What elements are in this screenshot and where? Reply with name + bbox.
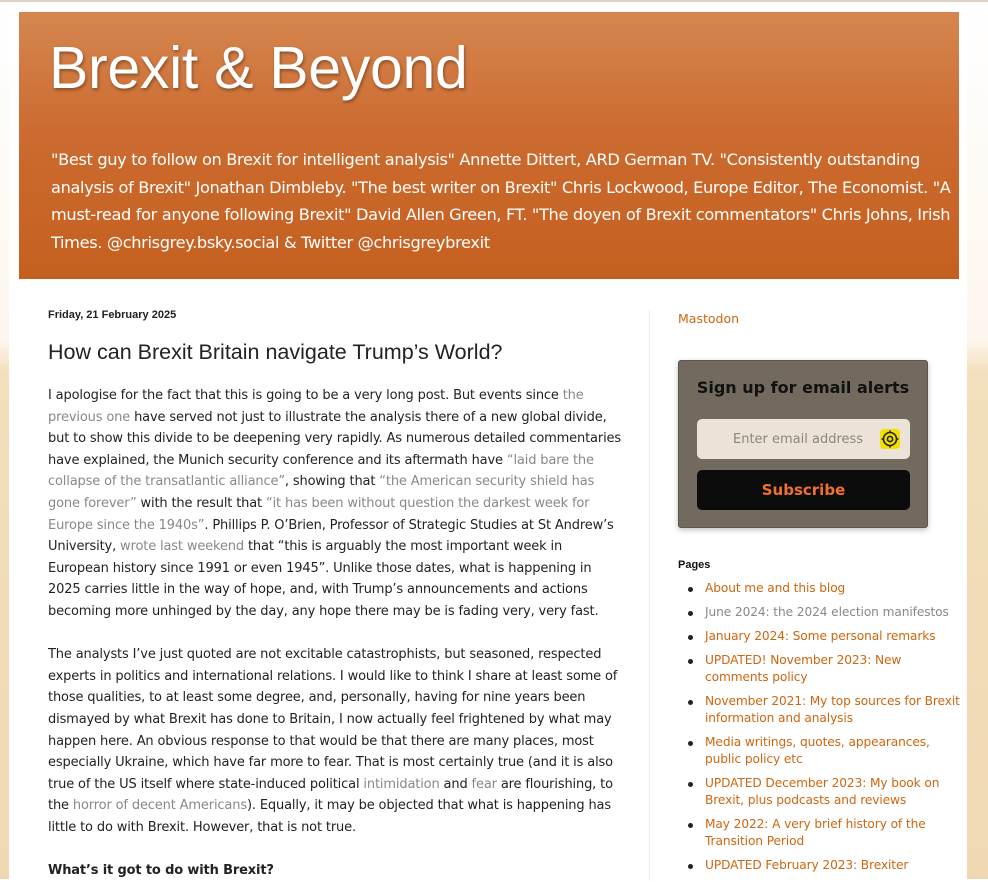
page-link[interactable]: UPDATED December 2023: My book on Brexit, plus podcasts and reviews <box>705 776 940 807</box>
pages-heading: Pages <box>678 559 711 571</box>
text: have served not just to illustrate the analysis there of a new global divide, but to show this divide to be deepening very rapidly. As numerous detailed commentaries have explained, the Munich security conference and its aftermath have <box>48 409 622 468</box>
pages-item <box>705 652 960 686</box>
page-link[interactable]: May 2022: A very brief history of the Transition Period <box>705 817 926 848</box>
text: The analysts I’ve just quoted are not excitable catastrophists, but seasoned, respected experts in politics and international relations. I would like to think I share at least some of those qualities, to at least some degree, and, personally, having for nine years been dismayed by what Brexit has done to Britain, I now actually feel frightened by what may happen here. An obvious response to that would be that there are many places, most especially Ukraine, which have far more to fear. That is most certainly true (and it is also true of the US itself where state-induced political <box>48 647 618 792</box>
email-input[interactable] <box>697 419 877 459</box>
page-link[interactable]: Media writings, quotes, appearances, public policy etc <box>705 735 930 766</box>
page-link[interactable]: November 2021: My top sources for Brexit information and analysis <box>705 694 960 725</box>
email-signup-widget <box>678 360 928 528</box>
page <box>9 2 967 879</box>
column-divider <box>649 310 650 881</box>
page-link[interactable]: January 2024: Some personal remarks <box>705 629 936 643</box>
pages-item <box>705 693 960 727</box>
text: ). Equally, it may be objected that what is happening has little to do with Brexit. However, that is not true. <box>48 798 611 835</box>
post-body <box>48 385 623 882</box>
pages-item <box>705 816 960 850</box>
pages-item <box>705 734 960 768</box>
text: with the result that <box>136 495 266 511</box>
blog-description: "Best guy to follow on Brexit for intelligent analysis" Annette Dittert, ARD German TV. "Consistently outstanding analysis of Brexit" Jonathan Dimbleby. "The best writer on Brexit" Chris Lockwood, Europe Editor, The Economist. "A must-read for anyone following Brexit" David Allen Green, FT. "The doyen of Brexit commentators" Chris Johns, Irish Times. @chrisgrey.bsky.social & Twitter @chrisgreybrexit <box>51 150 951 252</box>
bullet-icon <box>688 587 693 592</box>
text: that “this is arguably the most important week in European history since 1991 or even 1945”. Unlike those dates, what is happening in 2025 carries little in the way of hope, and, with Trump’s announcements and actions becoming more unhinged by the day, any hope there may be is fading very, very fast. <box>48 539 599 619</box>
subscribe-button[interactable]: Subscribe <box>697 470 910 510</box>
blog-title[interactable]: Brexit & Beyond <box>49 35 468 101</box>
link-previous-post[interactable]: the previous one <box>48 388 584 425</box>
link-intimidation[interactable]: intimidation <box>363 776 440 792</box>
page-link[interactable]: About me and this blog <box>705 581 846 595</box>
post-subheading: What’s it got to do with Brexit? <box>48 863 274 879</box>
text: , showing that <box>284 474 380 490</box>
link-collapse-alliance[interactable]: “laid bare the collapse of the transatlantic alliance” <box>48 452 594 490</box>
target-icon[interactable] <box>880 429 900 449</box>
bullet-icon <box>688 611 693 616</box>
page-link[interactable]: June 2024: the 2024 election manifestos <box>705 605 949 619</box>
link-security-shield[interactable]: “the American security shield has gone forever” <box>48 474 595 511</box>
blog-header <box>19 12 959 279</box>
link-horror-of-decent-americans[interactable]: horror of decent Americans <box>72 798 247 814</box>
post-paragraph-1 <box>48 385 623 623</box>
bullet-icon <box>688 700 693 705</box>
post-paragraph-2 <box>48 644 623 838</box>
email-field <box>697 419 910 459</box>
text: and <box>439 776 472 792</box>
bullet-icon <box>688 823 693 828</box>
pages-item <box>705 775 960 809</box>
bullet-icon <box>688 864 693 869</box>
pages-item <box>705 628 960 645</box>
signup-title: Sign up for email alerts <box>696 378 910 397</box>
bullet-icon <box>688 741 693 746</box>
text: I apologise for the fact that this is going to be a very long post. But events since <box>48 388 563 403</box>
page-link[interactable]: UPDATED! November 2023: New comments policy <box>705 653 902 684</box>
post-date: Friday, 21 February 2025 <box>48 309 177 321</box>
bullet-icon <box>688 782 693 787</box>
mastodon-link[interactable]: Mastodon <box>678 311 740 326</box>
post-title: How can Brexit Britain navigate Trump’s World? <box>48 340 503 364</box>
text: are flourishing, to the <box>48 776 613 814</box>
page-link[interactable]: UPDATED February 2023: Brexiter <box>705 858 909 872</box>
pages-list <box>678 580 960 881</box>
pages-item <box>705 604 960 621</box>
text: . Phillips P. O’Brien, Professor of Strategic Studies at St Andrew’s University, <box>48 517 614 555</box>
bullet-icon <box>688 635 693 640</box>
bullet-icon <box>688 659 693 664</box>
pages-item <box>705 857 960 874</box>
link-darkest-week[interactable]: “it has been without question the darkest week for Europe since the 1940s” <box>48 495 590 533</box>
link-wrote-last-weekend[interactable]: wrote last weekend <box>120 539 244 555</box>
pages-item <box>705 580 960 597</box>
link-fear[interactable]: fear <box>471 776 497 792</box>
